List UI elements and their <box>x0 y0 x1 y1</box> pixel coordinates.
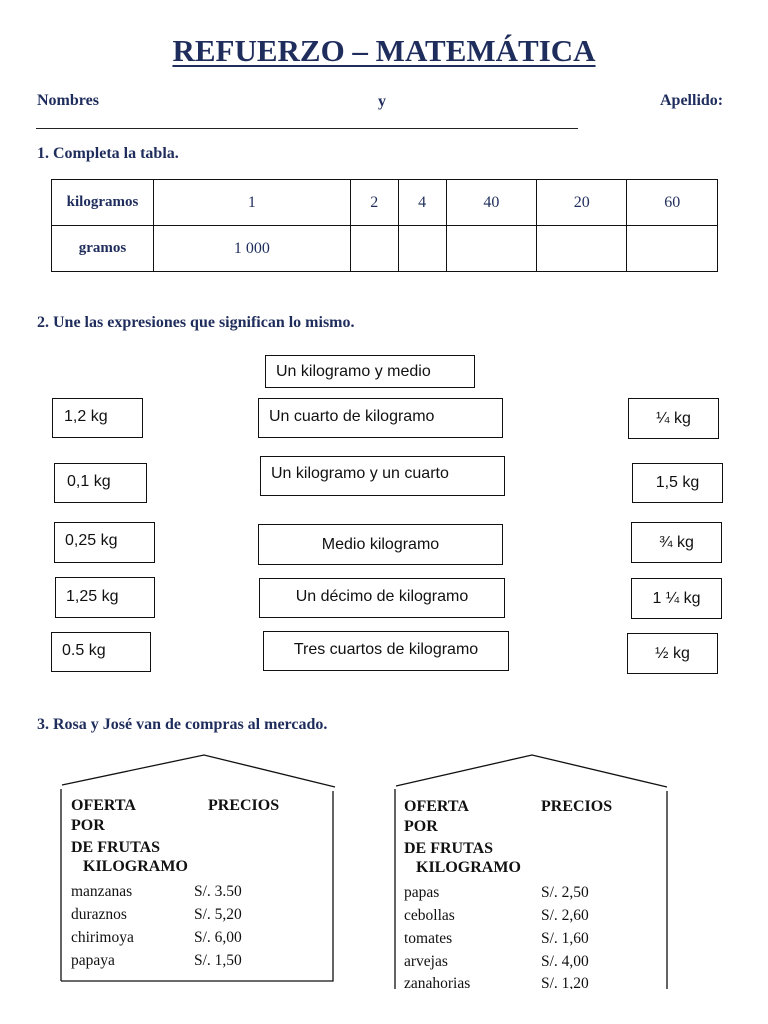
kg-cell: 4 <box>398 180 446 226</box>
right-box[interactable] <box>627 633 718 674</box>
left-box[interactable] <box>51 632 151 672</box>
item-price: S/. 5,20 <box>194 906 242 923</box>
item-price: S/. 2,50 <box>541 884 589 901</box>
middle-box[interactable] <box>260 456 505 496</box>
kg-cell: 20 <box>537 180 627 226</box>
right-box[interactable] <box>631 578 722 619</box>
grams-cell: 1 000 <box>154 226 351 272</box>
item-price: S/. 6,00 <box>194 929 242 946</box>
stand-heading: OFERTA <box>71 797 136 814</box>
box-label: 1,5 kg <box>655 474 700 491</box>
middle-box[interactable] <box>258 398 503 438</box>
table-row-kilograms <box>52 180 718 226</box>
stand-heading: PRECIOS <box>208 797 280 814</box>
box-label: 0.5 kg <box>62 642 106 659</box>
item-name: zanahorias <box>404 975 471 989</box>
box-label: ¾ kg <box>659 533 694 551</box>
box-label: Un cuarto de kilogramo <box>269 408 435 425</box>
box-label: ½ kg <box>655 644 690 662</box>
item-price: S/. 4,00 <box>541 953 589 970</box>
kg-cell: 40 <box>446 180 536 226</box>
box-label: 1 ¼ kg <box>652 589 701 607</box>
market-stand-1 <box>59 753 333 993</box>
item-name: papas <box>404 884 440 901</box>
item-price: S/. 1,20 <box>541 975 589 989</box>
grams-answer-cell[interactable] <box>627 226 718 272</box>
left-box[interactable] <box>55 577 155 618</box>
box-label: Un décimo de kilogramo <box>295 588 469 605</box>
left-box[interactable] <box>52 398 143 438</box>
stand-heading: PRECIOS <box>541 798 613 815</box>
box-label: Un kilogramo y medio <box>276 362 431 380</box>
middle-box[interactable] <box>265 355 475 388</box>
box-label: 1,2 kg <box>64 408 108 425</box>
right-box[interactable] <box>628 398 719 439</box>
item-name: duraznos <box>71 906 127 923</box>
grams-answer-cell[interactable] <box>446 226 536 272</box>
row-label-kilograms: kilogramos <box>52 180 154 226</box>
box-label: Medio kilogramo <box>321 535 440 553</box>
q1-prompt: 1. Completa la tabla. <box>37 145 179 162</box>
stand-heading: KILOGRAMO <box>83 858 188 875</box>
stand-heading: DE FRUTAS <box>71 839 161 856</box>
grams-answer-cell[interactable] <box>398 226 446 272</box>
names-label: Nombres <box>37 92 99 109</box>
item-name: arvejas <box>404 953 448 970</box>
middle-box[interactable] <box>259 578 505 618</box>
left-box[interactable] <box>54 463 147 503</box>
box-label: Tres cuartos de kilogramo <box>293 641 479 658</box>
page-title: REFUERZO – MATEMÁTICA <box>172 33 596 68</box>
box-label: ¼ kg <box>656 409 691 427</box>
item-price: S/. 2,60 <box>541 907 589 924</box>
box-label: 0,25 kg <box>65 532 118 549</box>
q3-prompt: 3. Rosa y José van de compras al mercado. <box>37 716 328 733</box>
stand-heading: DE FRUTAS <box>404 840 494 857</box>
item-name: papaya <box>71 952 115 969</box>
kg-cell: 60 <box>627 180 718 226</box>
middle-box[interactable] <box>258 524 503 565</box>
stand-heading: POR <box>71 817 105 834</box>
and-label: y <box>378 93 386 110</box>
item-name: manzanas <box>71 883 133 900</box>
item-price: S/. 1,60 <box>541 930 589 947</box>
stand-heading: KILOGRAMO <box>416 859 521 876</box>
grams-answer-cell[interactable] <box>350 226 398 272</box>
left-box[interactable] <box>54 522 155 563</box>
item-price: S/. 1,50 <box>194 952 242 969</box>
right-box[interactable] <box>631 522 722 563</box>
box-label: 0,1 kg <box>67 473 111 490</box>
grams-answer-cell[interactable] <box>537 226 627 272</box>
q2-prompt: 2. Une las expresiones que significan lo mismo. <box>37 314 355 331</box>
box-label: Un kilogramo y un cuarto <box>271 465 449 482</box>
name-answer-line[interactable] <box>36 128 578 129</box>
market-stand-2 <box>393 753 667 993</box>
item-price: S/. 3.50 <box>194 883 242 900</box>
cropped-row <box>393 974 663 989</box>
conversion-table <box>51 179 718 272</box>
item-name: chirimoya <box>71 929 134 946</box>
right-box[interactable] <box>632 463 723 503</box>
table-row-grams <box>52 226 718 272</box>
middle-box[interactable] <box>263 631 509 671</box>
stand-heading: POR <box>404 818 438 835</box>
kg-cell: 1 <box>154 180 351 226</box>
item-name: cebollas <box>404 907 455 924</box>
surname-label: Apellido: <box>660 92 724 109</box>
box-label: 1,25 kg <box>66 588 119 605</box>
item-name: tomates <box>404 930 453 947</box>
row-label-grams: gramos <box>52 226 154 272</box>
stand-heading: OFERTA <box>404 798 469 815</box>
kg-cell: 2 <box>350 180 398 226</box>
